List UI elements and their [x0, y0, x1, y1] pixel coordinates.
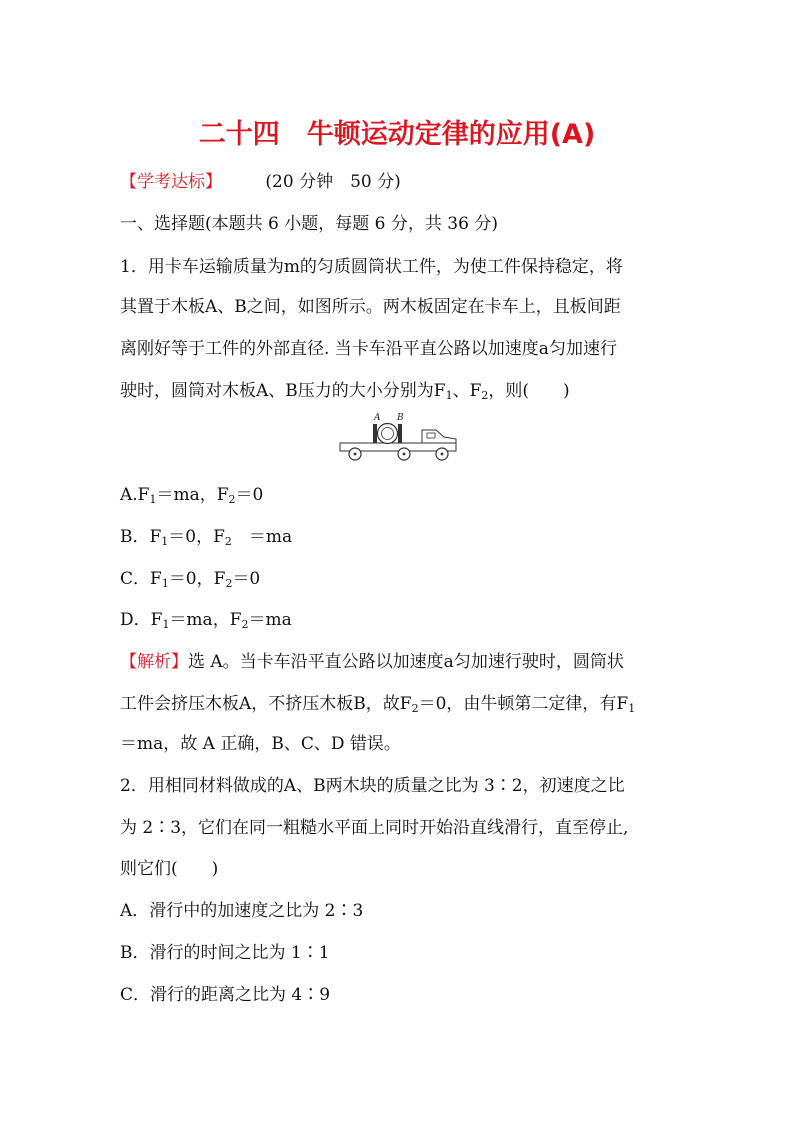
- q1-analysis-line-1: 【解析】选 A。当卡车沿平直公路以加速度a匀加速行驶时，圆筒状: [120, 652, 624, 672]
- q1-line-2: 其置于木板A、B之间，如图所示。两木板固定在卡车上，且板间距: [120, 297, 621, 317]
- q1-option-c: C．$F_1=0$，$F_2=0$: [120, 569, 261, 590]
- board-a: [373, 424, 377, 443]
- q1-option-a: $A.F_1=ma$，$F_2=0$: [120, 485, 264, 506]
- page-title: 二十四 牛顿运动定律的应用(A): [198, 119, 596, 150]
- q1-option-d: D．$F_1=ma$，$F_2=ma$: [120, 610, 292, 631]
- q1-line-3: 离刚好等于工件的外部直径. 当卡车沿平直公路以加速度a匀加速行: [120, 339, 617, 359]
- figure-label-b: B: [397, 413, 404, 423]
- q2-line-2: 为 2∶3，它们在同一粗糙水平面上同时开始沿直线滑行，直至停止,: [120, 818, 629, 838]
- board-b: [398, 424, 402, 443]
- q2-option-b: B．滑行的时间之比为 1∶1: [120, 943, 330, 963]
- section-tag: 【学考达标】: [120, 172, 222, 192]
- time-score: (20 分钟 50 分): [265, 172, 401, 192]
- figure-label-a: A: [374, 413, 381, 423]
- analysis-tag: 【解析】: [120, 652, 188, 672]
- q1-analysis-line-2: 工件会挤压木板A，不挤压木板B，故$F_2=0$，由牛顿第二定律，有$F_1$: [120, 694, 636, 715]
- cab-window: [427, 433, 435, 438]
- q1-option-b: B．$F_1=0$，$F_2$ ＝ma: [120, 527, 293, 548]
- header-line: [120, 171, 401, 193]
- section-heading: 一、选择题(本题共 6 小题，每题 6 分，共 36 分): [120, 214, 498, 234]
- q2-line-3: 则它们( ): [120, 859, 219, 879]
- q2-option-c: C．滑行的距离之比为 4∶9: [120, 985, 331, 1005]
- q1-analysis-line-3: ＝ma，故 A 正确，B、C、D 错误。: [120, 734, 401, 754]
- truck-figure: [338, 410, 462, 466]
- q1-line-1: 1．用卡车运输质量为m的匀质圆筒状工件，为使工件保持稳定，将: [120, 257, 623, 277]
- q1-line-4: 驶时，圆筒对木板A、B压力的大小分别为$F_1$、$F_2$，则( ): [120, 381, 570, 402]
- q2-option-a: A．滑行中的加速度之比为 2∶3: [120, 901, 364, 921]
- q2-line-1: 2．用相同材料做成的A、B两木块的质量之比为 3∶2，初速度之比: [120, 776, 625, 796]
